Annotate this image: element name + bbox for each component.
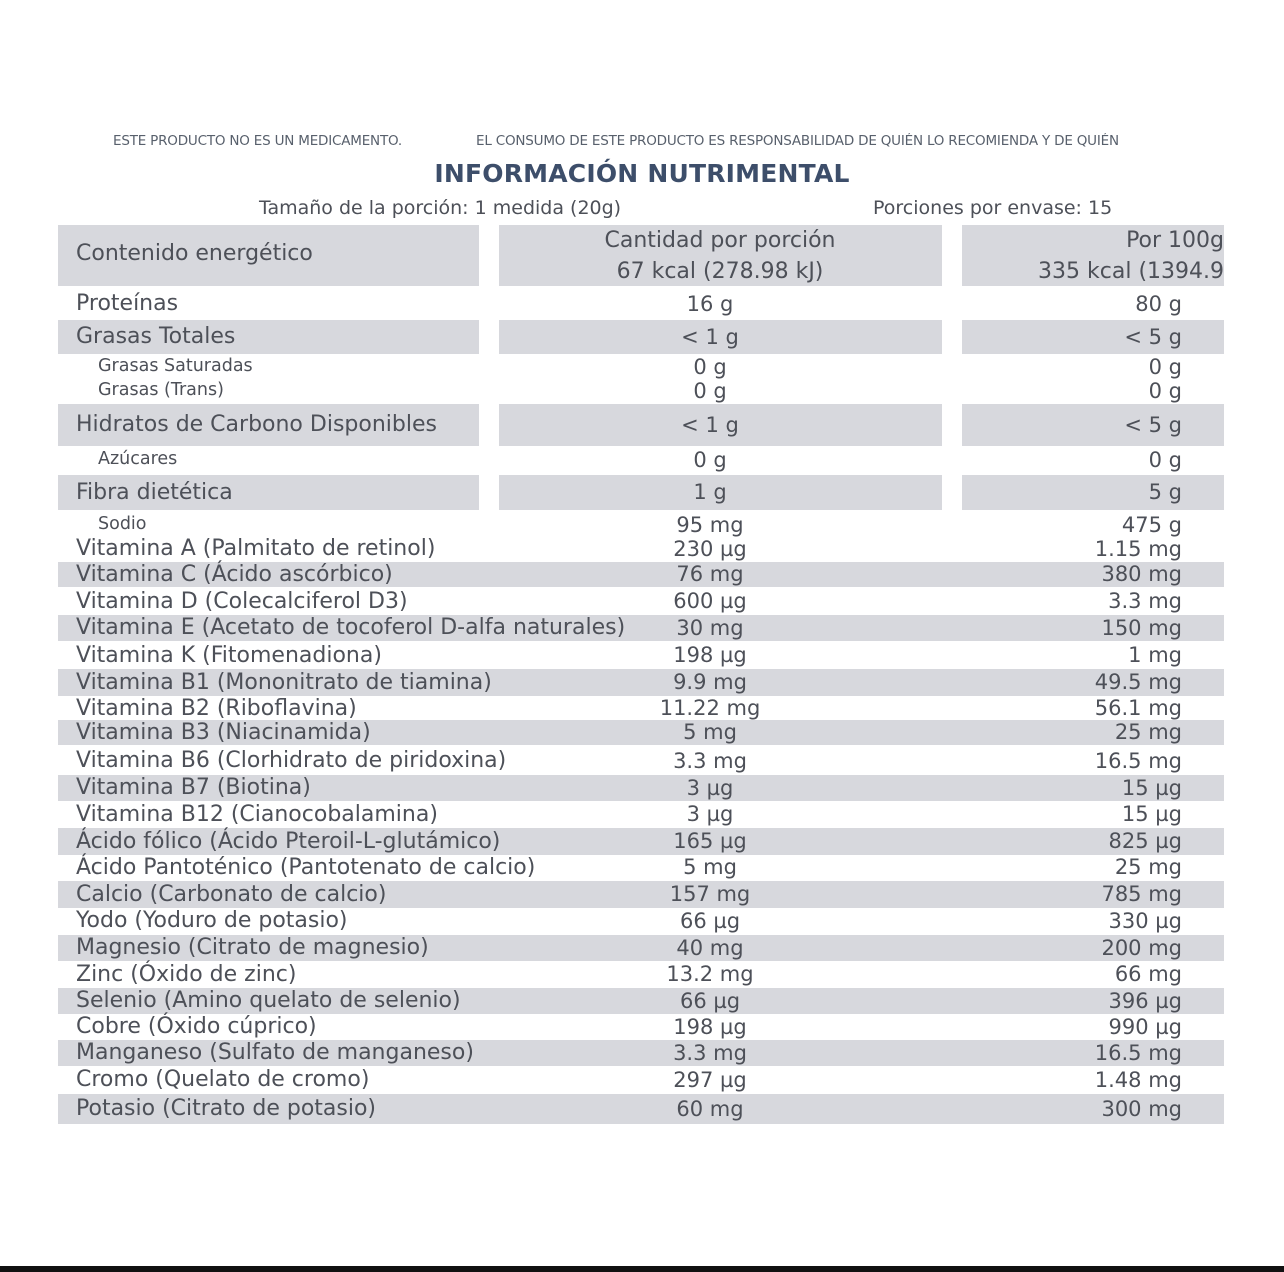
nutrient-per-serving: 198 µg — [673, 643, 747, 667]
nutrient-per-100g: 0 g — [1148, 355, 1182, 379]
nutrient-per-serving: 40 mg — [676, 936, 744, 960]
nutrient-per-100g: 5 g — [1148, 480, 1182, 504]
nutrient-label: Vitamina B12 (Cianocobalamina) — [76, 802, 438, 827]
nutrient-label: Proteínas — [76, 291, 179, 316]
nutrient-per-100g: 80 g — [1135, 292, 1182, 316]
nutrient-per-100g: 330 µg — [1108, 909, 1182, 933]
nutrient-per-serving: 13.2 mg — [666, 962, 754, 986]
nutrient-per-100g: 300 mg — [1101, 1097, 1182, 1121]
nutrient-per-serving: 165 µg — [673, 829, 747, 853]
nutrient-per-serving: < 1 g — [681, 413, 739, 437]
nutrient-per-100g: 49.5 mg — [1094, 670, 1182, 694]
nutrient-per-100g: 475 g — [1121, 513, 1182, 537]
nutrient-label: Vitamina B3 (Niacinamida) — [76, 720, 371, 745]
nutrient-per-100g: 25 mg — [1114, 720, 1182, 744]
nutrient-per-serving: 3.3 mg — [673, 1041, 747, 1065]
nutrient-label: Vitamina E (Acetato de tocoferol D-alfa naturales) — [76, 615, 626, 640]
nutrient-label: Potasio (Citrato de potasio) — [76, 1096, 377, 1121]
nutrient-label: Vitamina B6 (Clorhidrato de piridoxina) — [76, 748, 507, 773]
nutrient-per-100g: 15 µg — [1121, 776, 1182, 800]
header-per-100g-title: Por 100g — [1126, 228, 1224, 253]
disclaimer-not-medicine: ESTE PRODUCTO NO ES UN MEDICAMENTO. — [113, 133, 402, 149]
nutrient-per-serving: < 1 g — [681, 325, 739, 349]
nutrient-label: Yodo (Yoduro de potasio) — [76, 908, 348, 933]
nutrient-label: Vitamina K (Fitomenadiona) — [76, 643, 382, 668]
nutrient-label: Grasas Totales — [76, 324, 236, 349]
nutrient-label: Vitamina B1 (Mononitrato de tiamina) — [76, 670, 492, 695]
nutrient-per-100g: 66 mg — [1114, 962, 1182, 986]
nutrient-per-serving: 0 g — [693, 379, 727, 403]
nutrient-per-serving: 1 g — [693, 480, 727, 504]
header-energy-label: Contenido energético — [76, 241, 313, 266]
nutrient-label: Zinc (Óxido de zinc) — [76, 962, 297, 987]
nutrient-per-100g: 16.5 mg — [1094, 749, 1182, 773]
nutrient-per-100g: 990 µg — [1108, 1015, 1182, 1039]
nutrient-per-100g: 200 mg — [1101, 936, 1182, 960]
nutrient-per-100g: 0 g — [1148, 448, 1182, 472]
nutrient-per-100g: 1.15 mg — [1094, 537, 1182, 561]
nutrient-label: Ácido fólico (Ácido Pteroil-L-glutámico) — [76, 829, 501, 854]
serving-size: Tamaño de la porción: 1 medida (20g) — [259, 197, 622, 219]
nutrient-per-serving: 60 mg — [676, 1097, 744, 1121]
nutrient-label: Vitamina C (Ácido ascórbico) — [76, 562, 393, 587]
nutrient-per-serving: 5 mg — [683, 720, 737, 744]
nutrient-per-100g: 56.1 mg — [1094, 696, 1182, 720]
nutrient-per-100g: 1 mg — [1128, 643, 1182, 667]
nutrient-label: Grasas Saturadas — [98, 356, 253, 376]
nutrient-label: Vitamina D (Colecalciferol D3) — [76, 589, 408, 614]
nutrient-label: Azúcares — [98, 449, 178, 469]
nutrient-per-serving: 3.3 mg — [673, 749, 747, 773]
nutrient-per-serving: 11.22 mg — [659, 696, 761, 720]
servings-per-container: Porciones por envase: 15 — [873, 197, 1113, 219]
nutrient-per-100g: 150 mg — [1101, 616, 1182, 640]
nutrient-per-serving: 198 µg — [673, 1015, 747, 1039]
header-per-serving-value: 67 kcal (278.98 kJ) — [616, 259, 824, 284]
nutrient-per-serving: 66 µg — [679, 909, 741, 933]
nutrient-per-serving: 30 mg — [676, 616, 744, 640]
nutrient-per-100g: 380 mg — [1101, 562, 1182, 586]
nutrient-per-100g: 3.3 mg — [1108, 589, 1182, 613]
nutrient-label: Fibra dietética — [76, 480, 233, 505]
nutrient-per-100g: 16.5 mg — [1094, 1041, 1182, 1065]
header-per-serving-title: Cantidad por porción — [604, 228, 836, 253]
nutrient-label: Selenio (Amino quelato de selenio) — [76, 988, 461, 1013]
nutrient-per-100g: 785 mg — [1101, 882, 1182, 906]
nutrient-label: Magnesio (Citrato de magnesio) — [76, 935, 429, 960]
nutrient-per-100g: 825 µg — [1108, 829, 1182, 853]
nutrient-per-100g: 0 g — [1148, 379, 1182, 403]
nutrient-per-serving: 3 µg — [686, 802, 734, 826]
nutrient-label: Vitamina B7 (Biotina) — [76, 775, 311, 800]
nutrient-label: Hidratos de Carbono Disponibles — [76, 412, 437, 437]
nutrient-label: Manganeso (Sulfato de manganeso) — [76, 1040, 474, 1065]
nutrient-per-serving: 95 mg — [676, 513, 744, 537]
nutrient-label: Vitamina A (Palmitato de retinol) — [76, 536, 436, 561]
nutrient-per-100g: 15 µg — [1121, 802, 1182, 826]
nutrient-per-100g: < 5 g — [1124, 413, 1182, 437]
nutrient-label: Ácido Pantoténico (Pantotenato de calcio) — [76, 855, 536, 880]
nutrient-label: Vitamina B2 (Riboflavina) — [76, 696, 357, 721]
header-per-100g-value: 335 kcal (1394.9 — [1038, 259, 1224, 284]
page-title: INFORMACIÓN NUTRIMENTAL — [434, 159, 850, 188]
disclaimer-responsibility: EL CONSUMO DE ESTE PRODUCTO ES RESPONSABILIDAD DE QUIÉN LO RECOMIENDA Y DE QUIÉN — [476, 133, 1119, 149]
nutrient-per-serving: 600 µg — [673, 589, 747, 613]
nutrient-per-serving: 157 mg — [669, 882, 751, 906]
nutrient-per-serving: 76 mg — [676, 562, 744, 586]
nutrient-per-100g: 25 mg — [1114, 855, 1182, 879]
nutrient-per-serving: 5 mg — [683, 855, 737, 879]
nutrient-per-serving: 0 g — [693, 448, 727, 472]
nutrient-per-100g: 1.48 mg — [1094, 1068, 1182, 1092]
nutrient-label: Cromo (Quelato de cromo) — [76, 1067, 370, 1092]
nutrient-per-serving: 0 g — [693, 355, 727, 379]
nutrient-label: Grasas (Trans) — [98, 380, 224, 400]
nutrient-label: Sodio — [98, 514, 147, 534]
nutrient-per-serving: 3 µg — [686, 776, 734, 800]
nutrient-label: Calcio (Carbonato de calcio) — [76, 882, 387, 907]
nutrient-label: Cobre (Óxido cúprico) — [76, 1014, 317, 1039]
nutrient-per-serving: 297 µg — [673, 1068, 747, 1092]
nutrient-per-serving: 16 g — [686, 292, 734, 316]
nutrient-per-serving: 66 µg — [679, 989, 741, 1013]
nutrient-per-serving: 9.9 mg — [673, 670, 747, 694]
nutrient-per-serving: 230 µg — [673, 537, 747, 561]
bottom-border — [0, 1266, 1284, 1272]
nutrient-per-100g: < 5 g — [1124, 325, 1182, 349]
nutrient-per-100g: 396 µg — [1108, 989, 1182, 1013]
